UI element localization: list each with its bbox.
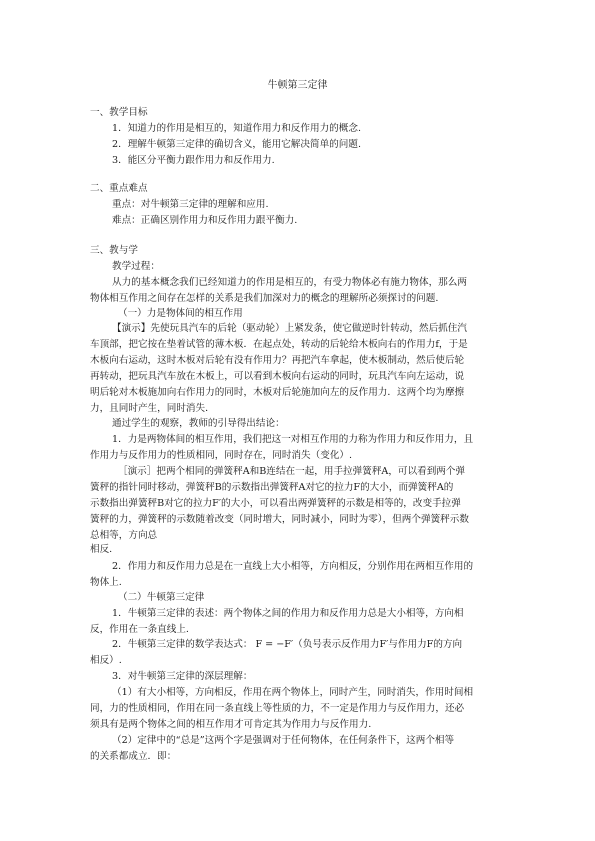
text-line: 木板向右运动，这时木板对后轮有没有作用力？再把汽车拿起，使木板制动，然后使后轮 — [90, 355, 465, 366]
text-line: 难点：正确区别作用力和反作用力跟平衡力. — [112, 215, 298, 226]
subsection-heading: （二）牛顿第三定律 — [118, 592, 205, 603]
text-line: 簧秤的指针同时移动，弹簧秤B的示数指出弹簧秤A对它的拉力F的大小，而弹簧秤A的 — [90, 482, 454, 493]
text-line: 2．作用力和反作用力总是在一直线上大小相等，方向相反，分别作用在两相互作用的 — [112, 561, 474, 572]
text-line: 1．牛顿第三定律的表述：两个物体之间的作用力和反作用力总是大小相等，方向相 — [112, 608, 464, 619]
section-heading: 一、教学目标 — [90, 107, 148, 118]
text-line: 物体相互作用之间存在怎样的关系是我们加深对力的概念的理解所必须探讨的问题. — [90, 293, 439, 304]
section-heading: 二、重点难点 — [90, 183, 148, 194]
formula-line: 2．牛顿第三定律的数学表达式： F = −F′（负号表示反作用力F′与作用力F的方向 — [112, 639, 463, 650]
text-line: 1．知道力的作用是相互的，知道作用力和反作用力的概念. — [112, 123, 361, 134]
text-line: （1）有大小相等，方向相反，作用在两个物体上，同时产生，同时消失，作用时间相 — [112, 687, 474, 698]
text-line: 物体上. — [90, 577, 122, 588]
text-line: 作用力与反作用力的性质相同，同时存在，同时消失（变化）. — [90, 450, 353, 461]
text-line: 总相等，方向总 — [90, 530, 158, 541]
text-line: 车顶部，把它按在垫着试管的薄木板．在起点处，转动的后轮给木板向右的作用力f，于是 — [90, 339, 468, 350]
text-line: 3．对牛顿第三定律的深层理解： — [112, 671, 253, 682]
page-title: 牛顿第三定律 — [267, 80, 328, 91]
text-line: 【演示】先使玩具汽车的后轮（驱动轮）上紧发条，使它做逆时针转动，然后抓住汽 — [112, 323, 467, 334]
text-line: 2．理解牛顿第三定律的确切含义，能用它解决简单的问题. — [112, 139, 361, 150]
text-line: 须具有是两个物体之间的相互作用才可肯定其为作用力与反作用力. — [90, 719, 372, 730]
text-line: 示数指出弹簧秤B对它的拉力F′的大小，可以看出两弹簧秤的示数是相等的，改变手拉弹 — [90, 498, 461, 509]
text-line: 教学过程： — [112, 261, 160, 272]
text-line: 3．能区分平衡力跟作用力和反作用力. — [112, 155, 275, 166]
text-line: 反，作用在一条直线上. — [90, 624, 189, 635]
text-line: （2）定律中的“总是”这两个字是强调对于任何物体，在任何条件下，这两个相等 — [112, 735, 455, 746]
text-line: 相反. — [90, 544, 113, 555]
text-line: 通过学生的观察，教师的引导得出结论： — [112, 418, 285, 429]
text-line: 力，且同时产生，同时消失． — [90, 403, 215, 414]
text-line: 簧秤的力，弹簧秤的示数随着改变（同时增大，同时减小，同时为零），但两个弹簧秤示数 — [90, 514, 469, 525]
text-line: 从力的基本概念我们已经知道力的作用是相互的，有受力物体必有施力物体，那么两 — [112, 277, 467, 288]
text-line: 明后轮对木板施加向右作用力的同时，木板对后轮施加向左的反作用力．这两个均为摩擦 — [90, 387, 465, 398]
text-line: 1．力是两物体间的相互作用，我们把这一对相互作用的力称为作用力和反作用力，且 — [112, 434, 474, 445]
text-line: 同，力的性质相同，作用在同一条直线上等性质的力，不一定是作用力与反作用力，还必 — [90, 703, 465, 714]
text-line: ［演示］把两个相同的弹簧秤A和B连结在一起，用手拉弹簧秤A，可以看到两个弹 — [118, 466, 466, 477]
text-line: 的关系都成立．即： — [90, 751, 177, 762]
text-line: 再转动，把玩具汽车放在木板上，可以看到木板向右运动的同时，玩具汽车向左运动，说 — [90, 371, 465, 382]
text-line: 重点：对牛顿第三定律的理解和应用. — [112, 199, 269, 210]
subsection-heading: （一）力是物体间的相互作用 — [118, 308, 243, 319]
section-heading: 三、教与学 — [90, 245, 138, 256]
text-line: 相反）. — [90, 655, 122, 666]
